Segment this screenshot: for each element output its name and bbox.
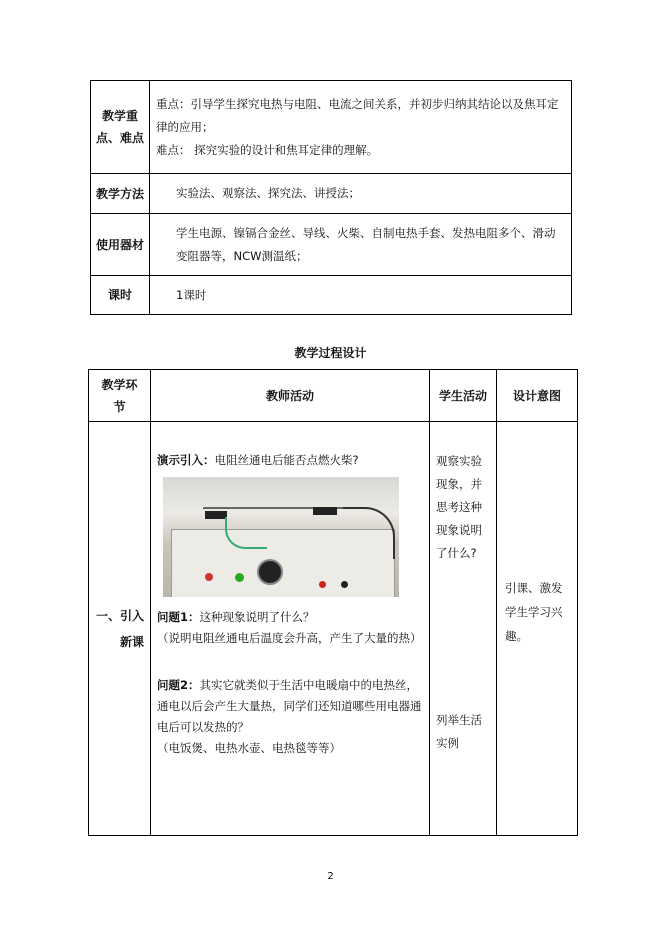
- label-equipment: 使用器材: [91, 214, 150, 276]
- teacher-activity-cell: [151, 422, 430, 836]
- page-number: 2: [327, 871, 334, 882]
- q2-line: [157, 675, 423, 738]
- label-teaching-method: 教学方法: [91, 174, 150, 214]
- q2-answer: （电饭煲、电热水壶、电热毯等等）: [157, 741, 341, 755]
- student-activity-cell: [430, 422, 497, 836]
- q2-label: 问题2：: [157, 678, 200, 692]
- student-activity-1: 观察实验现象，并思考这种现象说明了什么?: [436, 454, 482, 560]
- key-points-content: [150, 81, 572, 174]
- q1-line: [157, 607, 423, 628]
- teaching-method-content: 实验法、观察法、探究法、讲授法；: [150, 174, 572, 214]
- demo-line: [157, 450, 423, 471]
- section-title: 教学过程设计: [294, 346, 367, 360]
- q1-label: 问题1：: [157, 610, 200, 624]
- process-table: [88, 369, 578, 836]
- info-table: [90, 80, 572, 315]
- lesson-hours-content: 1课时: [150, 276, 572, 315]
- design-intent-cell: 引课、激发学生学习兴趣。: [497, 422, 578, 836]
- demo-text: 电阻丝通电后能否点燃火柴?: [214, 453, 359, 467]
- q2-text: 其实它就类似于生活中电暖扇中的电热丝，通电以后会产生大量热，同学们还知道哪些用电器通电后可以发热的？: [157, 678, 422, 734]
- header-stage: 教学环节: [89, 370, 151, 422]
- demo-label: 演示引入：: [157, 453, 215, 467]
- equipment-content: 学生电源、镍镉合金丝、导线、火柴、自制电热手套、发热电阻多个、滑动变阻器等，NCW测温纸；: [150, 214, 572, 276]
- experiment-photo: [163, 477, 399, 597]
- stage-label: 一、引入新课: [95, 608, 144, 649]
- student-activity-2: 列举生活实例: [436, 713, 482, 750]
- key-point-line: 重点：引导学生探究电热与电阻、电流之间关系，并初步归纳其结论以及焦耳定律的应用；: [156, 96, 559, 134]
- header-teacher-activity: 教师活动: [151, 370, 430, 422]
- q1-text: 这种现象说明了什么？: [199, 610, 315, 624]
- stage-cell: [89, 422, 151, 836]
- label-lesson-hours: 课时: [91, 276, 150, 315]
- difficulty-line: 难点： 探究实验的设计和焦耳定律的理解。: [156, 142, 379, 157]
- header-design-intent: 设计意图: [497, 370, 578, 422]
- header-student-activity: 学生活动: [430, 370, 497, 422]
- label-key-points: 教学重点、难点: [91, 81, 150, 174]
- q1-answer: （说明电阻丝通电后温度会升高，产生了大量的热）: [157, 631, 422, 645]
